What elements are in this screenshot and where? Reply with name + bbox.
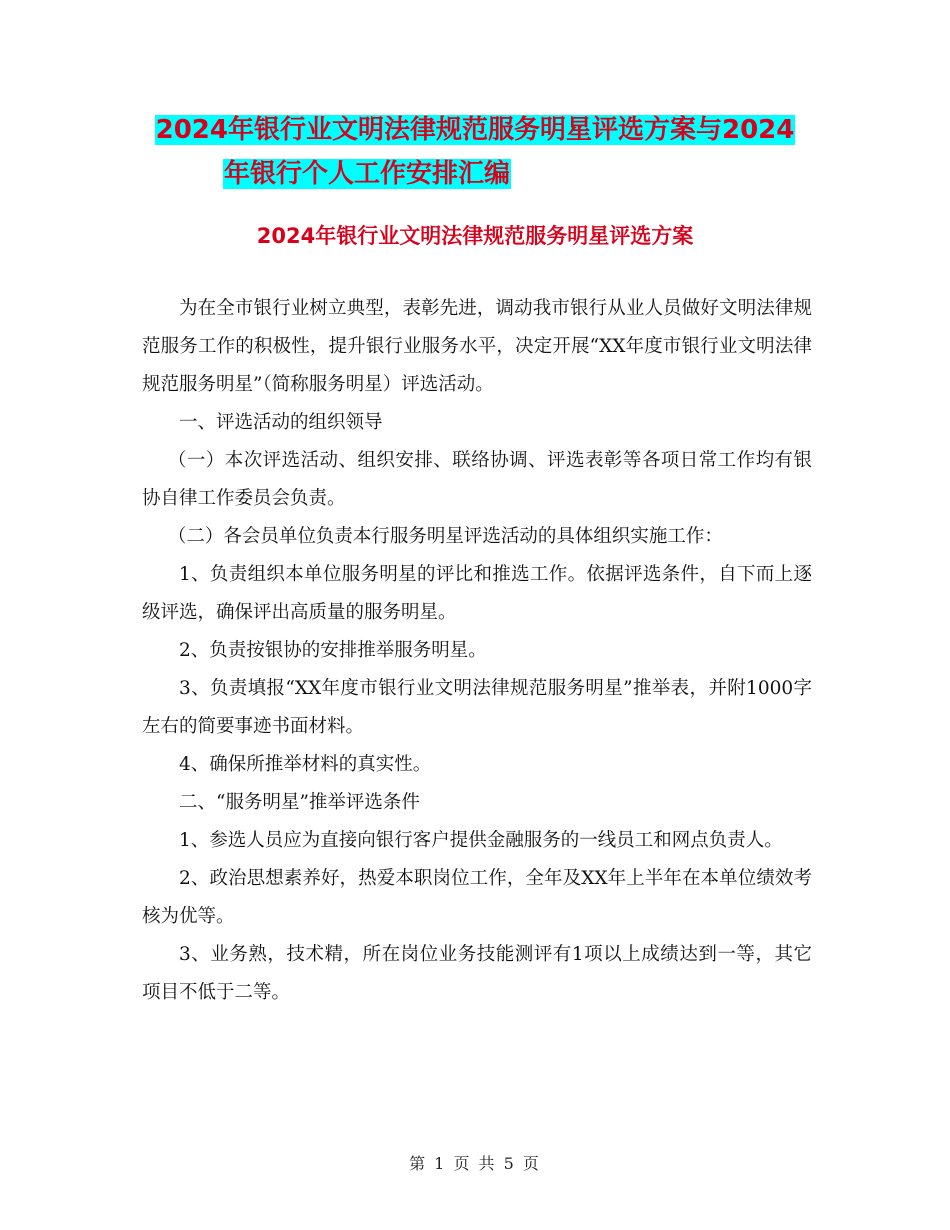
heading-criteria: 二、“服务明星”推举评选条件 <box>179 792 420 813</box>
paragraph-intro: 为在全市银行业树立典型，表彰先进，调动我市银行从业人员做好文明法律规范服务工作的积极性，提升银行业服务水平，决定开展“XX年度市银行业文明法律规范服务明星”（简称服务明星）评选活动。 <box>142 298 812 395</box>
list-item-criteria-2: 2、政治思想素养好，热爱本职岗位工作，全年及XX年上半年在本单位绩效考核为优等。 <box>142 868 812 927</box>
paragraph-org-2: （二）各会员单位负责本行服务明星评选活动的具体组织实施工作： <box>167 526 723 547</box>
list-item-duty-3: 3、负责填报“XX年度市银行业文明法律规范服务明星”推举表，并附1000字左右的简要事迹书面材料。 <box>142 678 812 737</box>
list-item-duty-1: 1、负责组织本单位服务明星的评比和推选工作。依据评选条件，自下而上逐级评选，确保评出高质量的服务明星。 <box>142 564 812 623</box>
list-item-criteria-3: 3、业务熟，技术精，所在岗位业务技能测评有1项以上成绩达到一等，其它项目不低于二等。 <box>142 944 812 1003</box>
list-item-criteria-1: 1、参选人员应为直接向银行客户提供金融服务的一线员工和网点负责人。 <box>179 830 783 851</box>
section-title: 2024年银行业文明法律规范服务明星评选方案 <box>256 224 694 248</box>
page-footer: 第 1 页 共 5 页 <box>409 1154 541 1173</box>
document-title-line-2 <box>47 154 687 194</box>
title-highlight-1: 2024年银行业文明法律规范服务明星评选方案与2024 <box>155 115 795 145</box>
heading-organization: 一、评选活动的组织领导 <box>179 412 383 433</box>
list-item-duty-4: 4、确保所推举材料的真实性。 <box>179 754 432 775</box>
paragraph-org-1: （一）本次评选活动、组织安排、联络协调、评选表彰等各项日常工作均有银协自律工作委员会负责。 <box>142 450 812 509</box>
list-item-duty-2: 2、负责按银协的安排推举服务明星。 <box>179 640 487 661</box>
document-body <box>142 290 812 1012</box>
document-title-line-1 <box>0 110 950 150</box>
title-highlight-2: 年银行个人工作安排汇编 <box>223 159 510 189</box>
